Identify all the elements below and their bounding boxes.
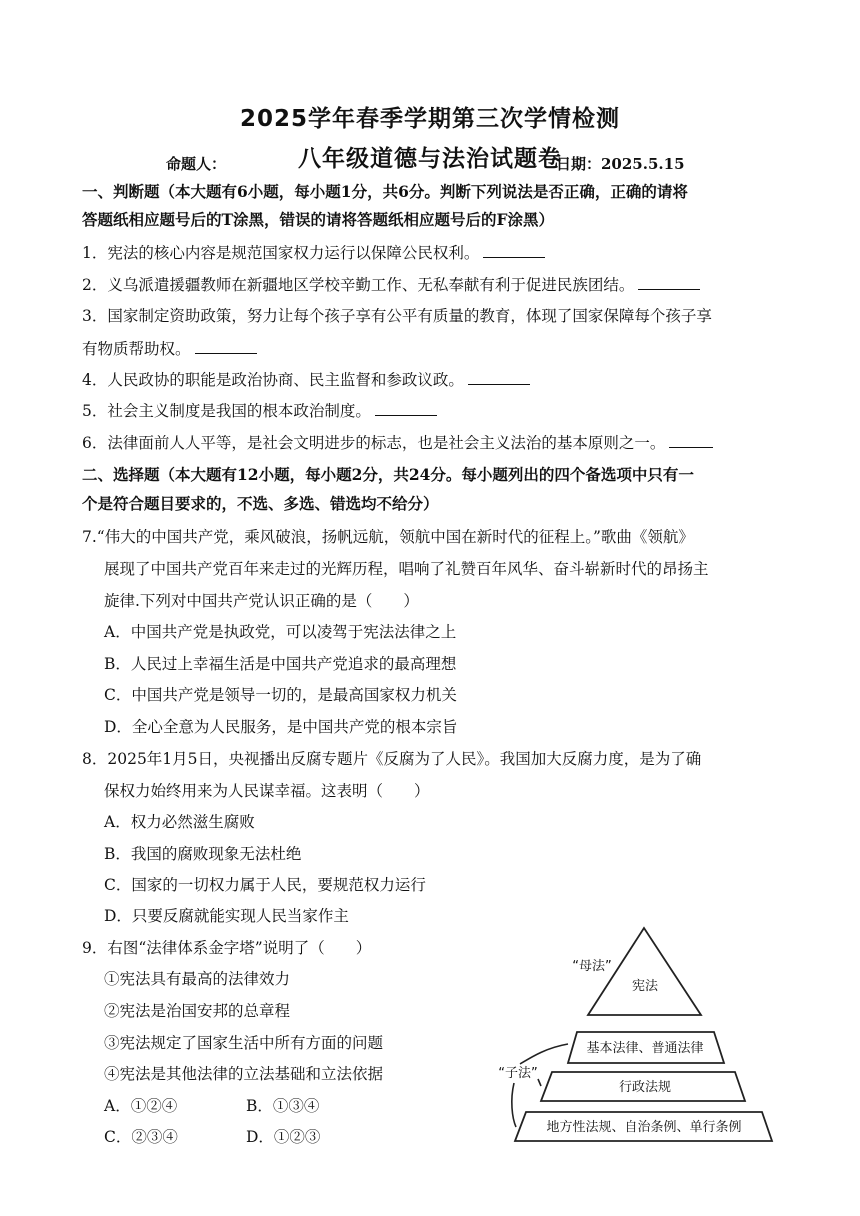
child-law-bracket-bottom [512,1083,516,1127]
author-label: 命题人： [166,155,227,173]
section1-heading-line1: 一、判断题（本大题有6小题，每小题1分，共6分。判断下列说法是否正确，正确的请将 [82,182,688,201]
child-law-label: “子法” [498,1066,538,1081]
question-7-option-c: C．中国共产党是领导一切的，是最高国家权力机关 [104,686,457,704]
question-2-text: 2．义乌派遣援疆教师在新疆地区学校辛勤工作、无私奉献有利于促进民族团结。 [82,276,635,294]
pyramid-tier3-label: 行政法规 [618,1080,672,1095]
question-8-option-b: B．我国的腐败现象无法杜绝 [104,845,302,863]
question-8-option-a: A．权力必然滋生腐败 [104,813,255,831]
section2-heading-line1: 二、选择题（本大题有12小题，每小题2分，共24分。每小题列出的四个备选项中只有一 [82,465,694,484]
exam-subtitle: 八年级道德与法治试题卷 [298,146,562,172]
pyramid-top-label: 宪法 [631,979,659,994]
question-7-line1: 7.“伟大的中国共产党，乘风破浪，扬帆远航，领航中国在新时代的征程上。”歌曲《领航》 [82,528,694,546]
question-4-text: 4．人民政协的职能是政治协商、民主监督和参政议政。 [82,371,464,389]
question-8-option-c: C．国家的一切权力属于人民，要规范权力运行 [104,876,426,894]
question-7-option-d: D．全心全意为人民服务，是中国共产党的根本宗旨 [104,718,458,736]
question-8-line1: 8．2025年1月5日，央视播出反腐专题片《反腐为了人民》。我国加大反腐力度，是为了确 [82,750,702,768]
mother-law-label: “母法” [572,959,612,974]
pyramid-tier2-label: 基本法律、普通法律 [586,1041,704,1056]
question-9-statement-2: ②宪法是治国安邦的总章程 [104,1002,291,1020]
question-9-line1: 9．右图“法律体系金字塔”说明了（ ） [82,939,372,957]
question-7-option-b: B．人民过上幸福生活是中国共产党追求的最高理想 [104,655,457,673]
pyramid-tier4-label: 地方性法规、自治条例、单行条例 [546,1120,742,1135]
exam-title: 2025学年春季学期第三次学情检测 [239,106,620,132]
question-9-option-c: C．②③④ [104,1128,178,1146]
question-9-statement-4: ④宪法是其他法律的立法基础和立法依据 [104,1065,384,1083]
question-9-statement-3: ③宪法规定了国家生活中所有方面的问题 [104,1034,384,1052]
section1-heading-line2: 答题纸相应题号后的T涂黑，错误的请将答题纸相应题号后的F涂黑） [82,210,555,229]
date-label: 日期：2025.5.15 [556,155,685,173]
question-9-statement-1: ①宪法具有最高的法律效力 [104,970,291,988]
question-1-text: 1．宪法的核心内容是规范国家权力运行以保障公民权利。 [82,244,480,262]
question-7-line3: 旋律.下列对中国共产党认识正确的是（ ） [104,592,419,610]
question-7-line2: 展现了中国共产党百年来走过的光辉历程，唱响了礼赞百年风华、奋斗崭新时代的昂扬主 [104,560,709,578]
question-8-option-d: D．只要反腐就能实现人民当家作主 [104,907,349,925]
question-9-option-b: B．①③④ [246,1097,320,1115]
section2-heading-line2: 个是符合题目要求的，不选、多选、错选均不给分） [82,494,439,513]
question-5-text: 5．社会主义制度是我国的根本政治制度。 [82,402,371,420]
child-law-bracket-top [520,1044,568,1064]
question-9-option-a: A．①②④ [104,1097,178,1115]
question-9-option-d: D．①②③ [246,1128,321,1146]
child-law-bracket-mid [538,1079,541,1086]
question-3-line1: 3．国家制定资助政策，努力让每个孩子享有公平有质量的教育，体现了国家保障每个孩子享 [82,307,712,325]
question-8-line2: 保权力始终用来为人民谋幸福。这表明（ ） [104,782,430,800]
question-7-option-a: A．中国共产党是执政党，可以凌驾于宪法法律之上 [104,623,457,641]
question-3-text: 有物质帮助权。 [82,340,191,358]
question-6-text: 6．法律面前人人平等，是社会文明进步的标志，也是社会主义法治的基本原则之一。 [82,434,666,452]
